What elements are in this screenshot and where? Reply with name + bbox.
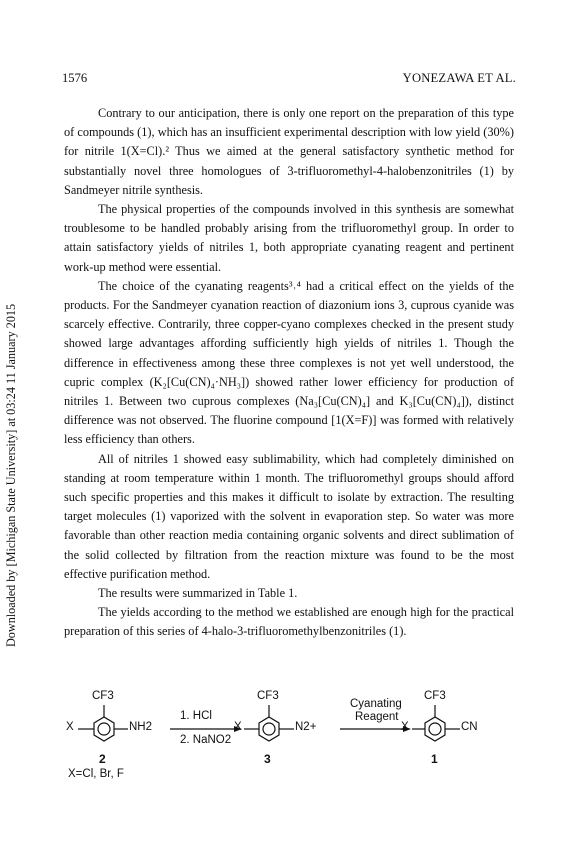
paragraph: The choice of the cyanating reagents³˒⁴ had a critical effect on the yields of the products. For the Sandmeyer cyanation reaction of diazonium ions 3, cuprous cyanide was scarcely effective. Contrarily, three copper-cyano complexes checked in the present study showed large advantages affording sufficiently high yields of nitriles 1. Though the difference in effectiveness among these three complexes is not yet well understood, the cupric complex (K₂[Cu(CN)₄·NH₃]) showed rather lower efficiency for production of nitriles 1. Between two cuprous complexes (Na₃[Cu(CN)₄] and K₃[Cu(CN)₄]), distinct difference was not observed. The fluorine compound [1(X=F)] was formed with relatively less efficiency than others. [64,278,514,447]
nitrile-label: CN [461,721,478,733]
cf3-label: CF3 [92,690,114,702]
cf3-label: CF3 [424,690,446,702]
reaction-scheme-drawing [58,688,528,798]
paragraph: The yields according to the method we established are enough high for the practical preparation of this series of 4-halo-3-trifluoromethylbenzonitriles (1). [64,605,514,639]
x-substituent-label: X [234,721,242,733]
paragraph: The results were summarized in Table 1. [98,586,298,601]
paragraph: The physical properties of the compounds involved in this synthesis are somewhat troublesome to be handled probably arising from the trifluoromethyl group. In order to attain satisfactory yields of nitriles 1, both appropriate cyanating reagent and pertinent work-up method were essential. [64,202,514,274]
compound-number-2: 2 [99,752,106,766]
compound-number-1: 1 [431,752,438,766]
x-substituent-label: X [401,721,409,733]
step-2-reagent-2: Reagent [355,711,399,723]
aromatic-circle-1 [429,723,441,735]
aromatic-circle-3 [263,723,275,735]
diazonium-label: N2+ [295,721,317,733]
cf3-label: CF3 [257,690,279,702]
paragraph: All of nitriles 1 showed easy sublimability, which had completely diminished on standing at room temperature within 1 month. The trifluoromethyl groups should afford such specific properties and this makes it difficult to isolate by extraction. The resulting target molecules (1) vaporized with the solvent in evaporation step. So water was more favorable than other reaction media containing organic solvents and direct sublimation of the solid collected by filtration from the reaction mixture was found to be the most effective purification method. [64,451,514,581]
benzene-ring-2 [94,717,114,741]
download-watermark-text: Downloaded by [Michigan State University] at 03:24 11 January 2015 [4,303,18,647]
paragraph: Contrary to our anticipation, there is only one report on the preparation of this type of compounds (1), which has an insufficient experimental description with low yield (30%) for nitrile 1(X=Cl).² Thus we aimed at the general satisfactory synthetic method for substantially novel three homologues of 3-trifluoromethyl-4-halobenzonitriles (1) by Sandmeyer nitrile synthesis. [64,106,514,197]
download-watermark [3,210,21,650]
page-number: 1576 [62,71,88,85]
step-2-reagent-1: Cyanating [350,698,402,710]
benzene-ring-1 [425,717,445,741]
aromatic-circle-2 [98,723,110,735]
reaction-scheme [58,688,528,798]
step-1-reagent-2: 2. NaNO2 [180,734,232,746]
amine-label: NH2 [129,721,153,733]
substituent-definition: X=Cl, Br, F [68,768,124,780]
compound-number-3: 3 [264,752,271,766]
benzene-ring-3 [259,717,279,741]
step-1-reagent-1: 1. HCl [180,710,212,722]
body-text [64,104,514,642]
running-head: YONEZAWA ET AL. [402,71,516,85]
x-substituent-label: X [66,721,74,733]
